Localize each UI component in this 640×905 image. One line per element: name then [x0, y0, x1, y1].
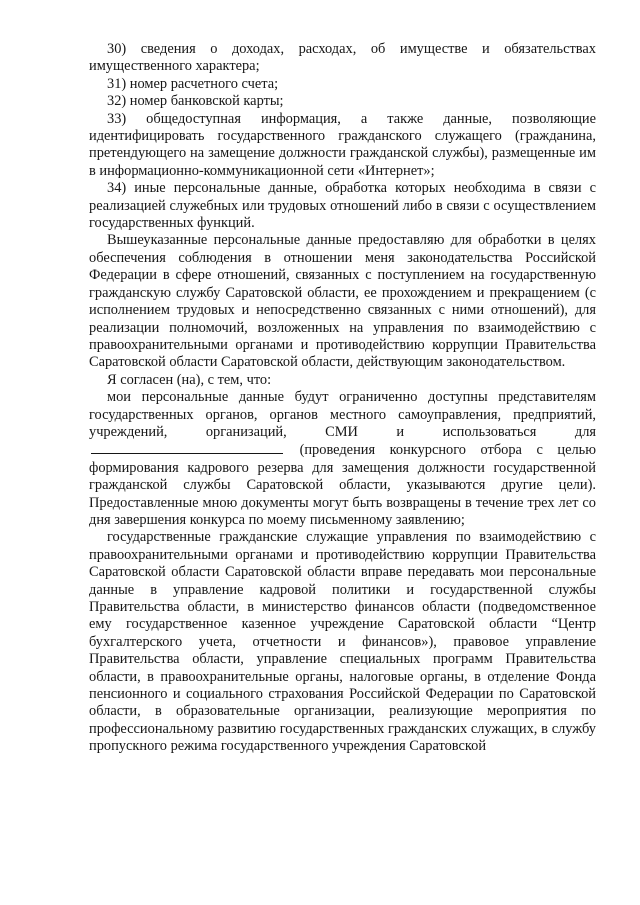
list-item-33: 33) общедоступная информация, а также данные, позволяющие идентифицировать государственного гражданского служащего (гражданина, претендующего на замещение должности гражданской службы), размещенные им в информационно-коммуникационной сети «Интернет»;	[89, 110, 596, 179]
consent-intro: Я согласен (на), с тем, что:	[107, 371, 272, 388]
list-item-30: 30) сведения о доходах, расходах, об имуществе и обязательствах имущественного характера;	[89, 41, 596, 75]
access-text-before-blank: мои персональные данные будут ограниченно доступны представителям государственных органов, органов местного самоуправления, предприятий, учреждений, организаций, СМИ и использоваться для	[89, 389, 596, 440]
list-item-34: 34) иные персональные данные, обработка которых необходима в связи с реализацией служебных или трудовых отношений либо в связи с осуществлением государственных функций.	[89, 180, 596, 232]
purpose-blank-line	[91, 441, 283, 454]
data-access-paragraph	[89, 389, 596, 529]
list-item-31: 31) номер расчетного счета;	[107, 75, 279, 92]
access-text-after-blank: (проведения конкурсного отбора с целью формирования кадрового резерва для замещения должности государственной гражданской службы Саратовской области, указываются другие цели). Предоставленные мною документы могут быть возвращены в течение трех лет со дня завершения конкурса по моему письменному заявлению;	[89, 442, 596, 528]
list-item-32: 32) номер банковской карты;	[107, 93, 284, 110]
purpose-paragraph: Вышеуказанные персональные данные предоставляю для обработки в целях обеспечения соблюдения в отношении меня законодательства Российской Федерации в сфере отношений, связанных с поступлением на государственную гражданскую службу Саратовской области, ее прохождением и прекращением (с исполнением трудовых и непосредственно связанных с ними отношений), для реализации полномочий, возложенных на управления по взаимодействию с правоохранительными органами и противодействию коррупции Правительства Саратовской области Саратовской области, действующим законодательством.	[89, 232, 596, 371]
transfer-paragraph: государственные гражданские служащие управления по взаимодействию с правоохранительными органами и противодействию коррупции Правительства Саратовской области Саратовской области вправе передавать мои персональные данные в управление кадровой политики и государственной службы Правительства области, в министерство финансов области (подведомственное ему государственное казенное учреждение Саратовской области “Центр бухгалтерского учета, отчетности и финансов»), правовое управление Правительства области, управление специальных программ Правительства области, в правоохранительные органы, налоговые органы, в отделение Фонда пенсионного и социального страхования Российской Федерации по Саратовской области, в образовательные организации, реализующие мероприятия по профессиональному развитию государственных гражданских служащих, в службу пропускного режима государственного учреждения Саратовской	[89, 529, 596, 755]
